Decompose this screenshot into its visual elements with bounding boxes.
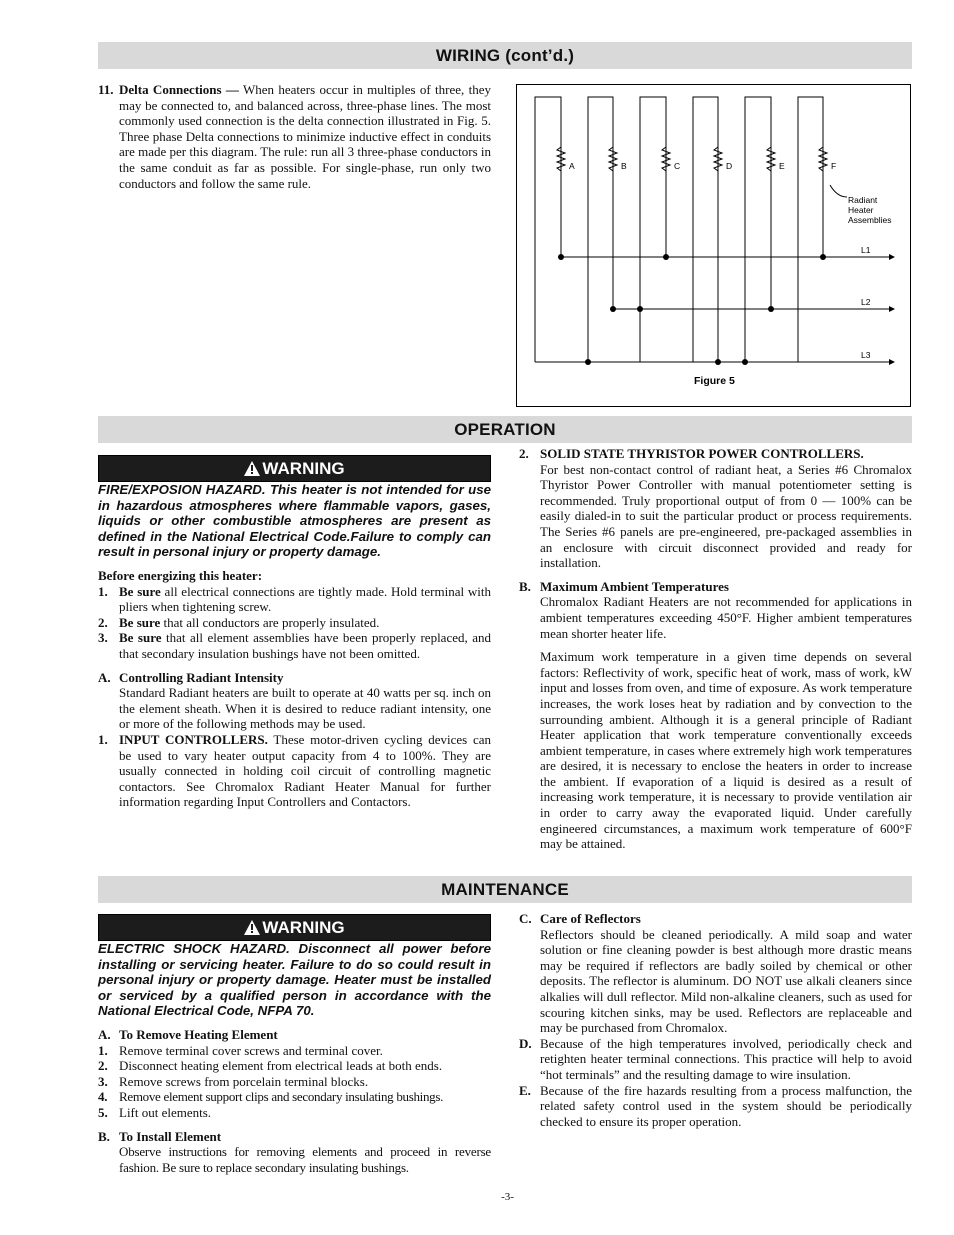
subsection-a-text: Standard Radiant heaters are built to operate at 40 watts per sq. inch on the element sheath. When it is desired to reduce radiant intensity, one or more of the following methods may be used. <box>119 685 491 732</box>
heater-a-wire <box>535 97 561 362</box>
item-heading: Delta Connections — <box>119 82 239 97</box>
wiring-item-11 <box>98 82 491 191</box>
heater-label-e: E <box>779 161 785 171</box>
solid-state-heading: 2. SOLID STATE THYRISTOR POWER CONTROLLERS. <box>519 446 864 461</box>
heater-label-b: B <box>621 161 627 171</box>
section-header-wiring: WIRING (cont’d.) <box>98 42 912 69</box>
list-item: 5. Lift out elements. <box>98 1104 212 1120</box>
subsection-c-heading: C. Care of Reflectors <box>519 911 641 926</box>
maintenance-right-column <box>519 911 912 1129</box>
maintenance-left-column <box>98 914 491 1175</box>
heater-c-wire <box>640 97 666 362</box>
list-item: 3. Be sure that all element assemblies have been properly replaced, and that secondary insulation bushings have not been omitted. <box>98 630 491 661</box>
subsection-d: D. Because of the high temperatures involved, periodically check and retighten heater terminal connections. This practice will help to avoid “hot terminals” and the resulting damage to wire insulation. <box>519 1035 912 1082</box>
delta-wiring-svg <box>517 85 912 408</box>
line-label-l1: L1 <box>861 245 871 255</box>
heater-label-d: D <box>726 161 733 171</box>
list-item: 2. Be sure that all conductors are properly insulated. <box>98 614 380 630</box>
subsection-b-text1: Chromalox Radiant Heaters are not recommended for applications in ambient temperatures exceeding 450°F. Higher ambient temperatures mean shorter heater life. <box>540 594 912 641</box>
subsection-b-heading: B. To Install Element <box>98 1128 222 1144</box>
figure-5-diagram <box>516 84 911 407</box>
operation-right-column <box>519 446 912 852</box>
list-item: 1. Remove terminal cover screws and terminal cover. <box>98 1042 383 1058</box>
heater-d-wire <box>693 97 718 362</box>
item-text: When heaters occur in multiples of three, they may be connected to, and balanced across, three-phase lines. The most commonly used connection is the delta connection illustrated in Fig. 5. Three phase Delta connections to minimize inductive effect in conduits are made per this diagram. The rule: run all 3 three-phase conductors in the same conduit as far as possible. For single-phase, run only two conductors and follow the same rule. <box>119 82 492 191</box>
warning-text: ELECTRIC SHOCK HAZARD. Disconnect all power before installing or servicing heater. Failure to do so could result in personal injury or property damage. Heater must be installed or serviced by a qualified person in accordance with the National Electrical Code, NFPA 70. <box>98 941 491 1019</box>
warning-banner <box>98 914 491 941</box>
list-item: 4. Remove element support clips and secondary insulating bushings. <box>98 1089 444 1105</box>
line-label-l3: L3 <box>861 350 871 360</box>
warning-label: WARNING <box>262 459 345 478</box>
warning-label: WARNING <box>262 918 345 937</box>
heater-b-wire <box>588 97 613 362</box>
line-label-l2: L2 <box>861 297 871 307</box>
callout-line-2: Heater <box>848 205 874 215</box>
heater-label-f: F <box>831 161 837 171</box>
warning-triangle-icon <box>244 458 260 484</box>
subsection-a-heading: A. To Remove Heating Element <box>98 1026 278 1042</box>
callout-line-1: Radiant <box>848 195 878 205</box>
subsection-b-text2: Maximum work temperature in a given time depends on several factors: Reflectivity of work, specific heat of work, mass of work, kW input and losses from oven, and time of exposure. As work temperature increases, the work loses heat by radiation and by convection to the surrounding ambient. Although it is a general principle of Radiant Heater application that work temperature conventionally exceeds ambient temperature, in cases where extremely high work temperatures are desired, it is necessary to enclose the heaters in order to increase the ambient. If evaporation of a liquid is desired as a result of increasing work temperature, it is necessary to provide ventilation air in order to carry away the evaporated liquid. Under carefully engineered circumstances, a maximum work temperature of 600°F may be attained. <box>540 649 912 852</box>
heater-e-wire <box>745 97 771 362</box>
heater-label-c: C <box>674 161 681 171</box>
list-item: 3. Remove screws from porcelain terminal blocks. <box>98 1073 369 1089</box>
heater-label-a: A <box>569 161 575 171</box>
warning-triangle-icon <box>244 917 260 943</box>
subsection-e: E. Because of the fire hazards resulting from a process malfunction, the related safety control used in the system should be periodically checked to ensure its proper operation. <box>519 1082 912 1129</box>
arrow-l1 <box>889 254 895 260</box>
subsection-c-text: Reflectors should be cleaned periodically. A mild soap and water solution or fine cleaning powder is best although more drastic means may be required if reflectors are badly soiled by chemical or other deposits. The reflector is aluminum. DO NOT use alkali cleaners since alkalies will dull reflector. Mild non-alkaline cleaners, such as used for scouring kitchen sinks, may be used. Reflectors are replaceable and may be purchased from Chromalox. <box>540 926 912 1036</box>
warning-banner <box>98 455 491 482</box>
subsection-a-heading: A. Controlling Radiant Intensity <box>98 669 284 685</box>
operation-left-column <box>98 455 491 810</box>
before-heading: Before energizing this heater: <box>98 567 263 583</box>
warning-text: FIRE/EXPOSION HAZARD. This heater is not intended for use in hazardous atmospheres where flammable vapors, gases, liquids or other combustible atmospheres are present as defined in the National Electrical Code.Failure to comply can result in personal injury or property damage. <box>98 482 491 560</box>
section-header-maintenance: MAINTENANCE <box>98 876 912 903</box>
solid-state-text: For best non-contact control of radiant heat, a Series #6 Chromalox Thyristor Power Controller with manual potentiometer setting is recommended. Truly proportional output of from 0 — 100% can be easily dialed-in to suit the particular product or process requirements. The Series #6 panels are pre-engineered, pre-packaged assemblies in an enclosure with circuit disconnect provided and ready for installation. <box>540 461 912 571</box>
callout-line-3: Assemblies <box>848 215 892 225</box>
subsection-b-text: Observe instructions for removing elements and proceed in reverse fashion. Be sure to replace secondary insulating bushings. <box>119 1144 491 1175</box>
page-number: -3- <box>501 1191 514 1203</box>
input-controllers-item: 1. INPUT CONTROLLERS. These motor-driven cycling devices can be used to vary heater output capacity from 4 to 100%. They are usually connected in holding coil circuit of controlling magnetic contactors. See Chromalox Radiant Heater Manual for further information regarding Input Controllers and Contactors. <box>98 731 491 810</box>
list-item: 2. Disconnect heating element from electrical leads at both ends. <box>98 1058 443 1074</box>
arrow-l2 <box>889 306 895 312</box>
heater-f-wire <box>798 97 823 362</box>
arrow-l3 <box>889 359 895 365</box>
section-header-operation: OPERATION <box>98 416 912 443</box>
item-number: 11. <box>98 82 114 97</box>
subsection-b-heading: B. Maximum Ambient Temperatures <box>519 578 729 594</box>
figure-caption: Figure 5 <box>694 375 735 387</box>
list-item: 1. Be sure all electrical connections are tightly made. Hold terminal with pliers when tightening screw. <box>98 583 491 615</box>
